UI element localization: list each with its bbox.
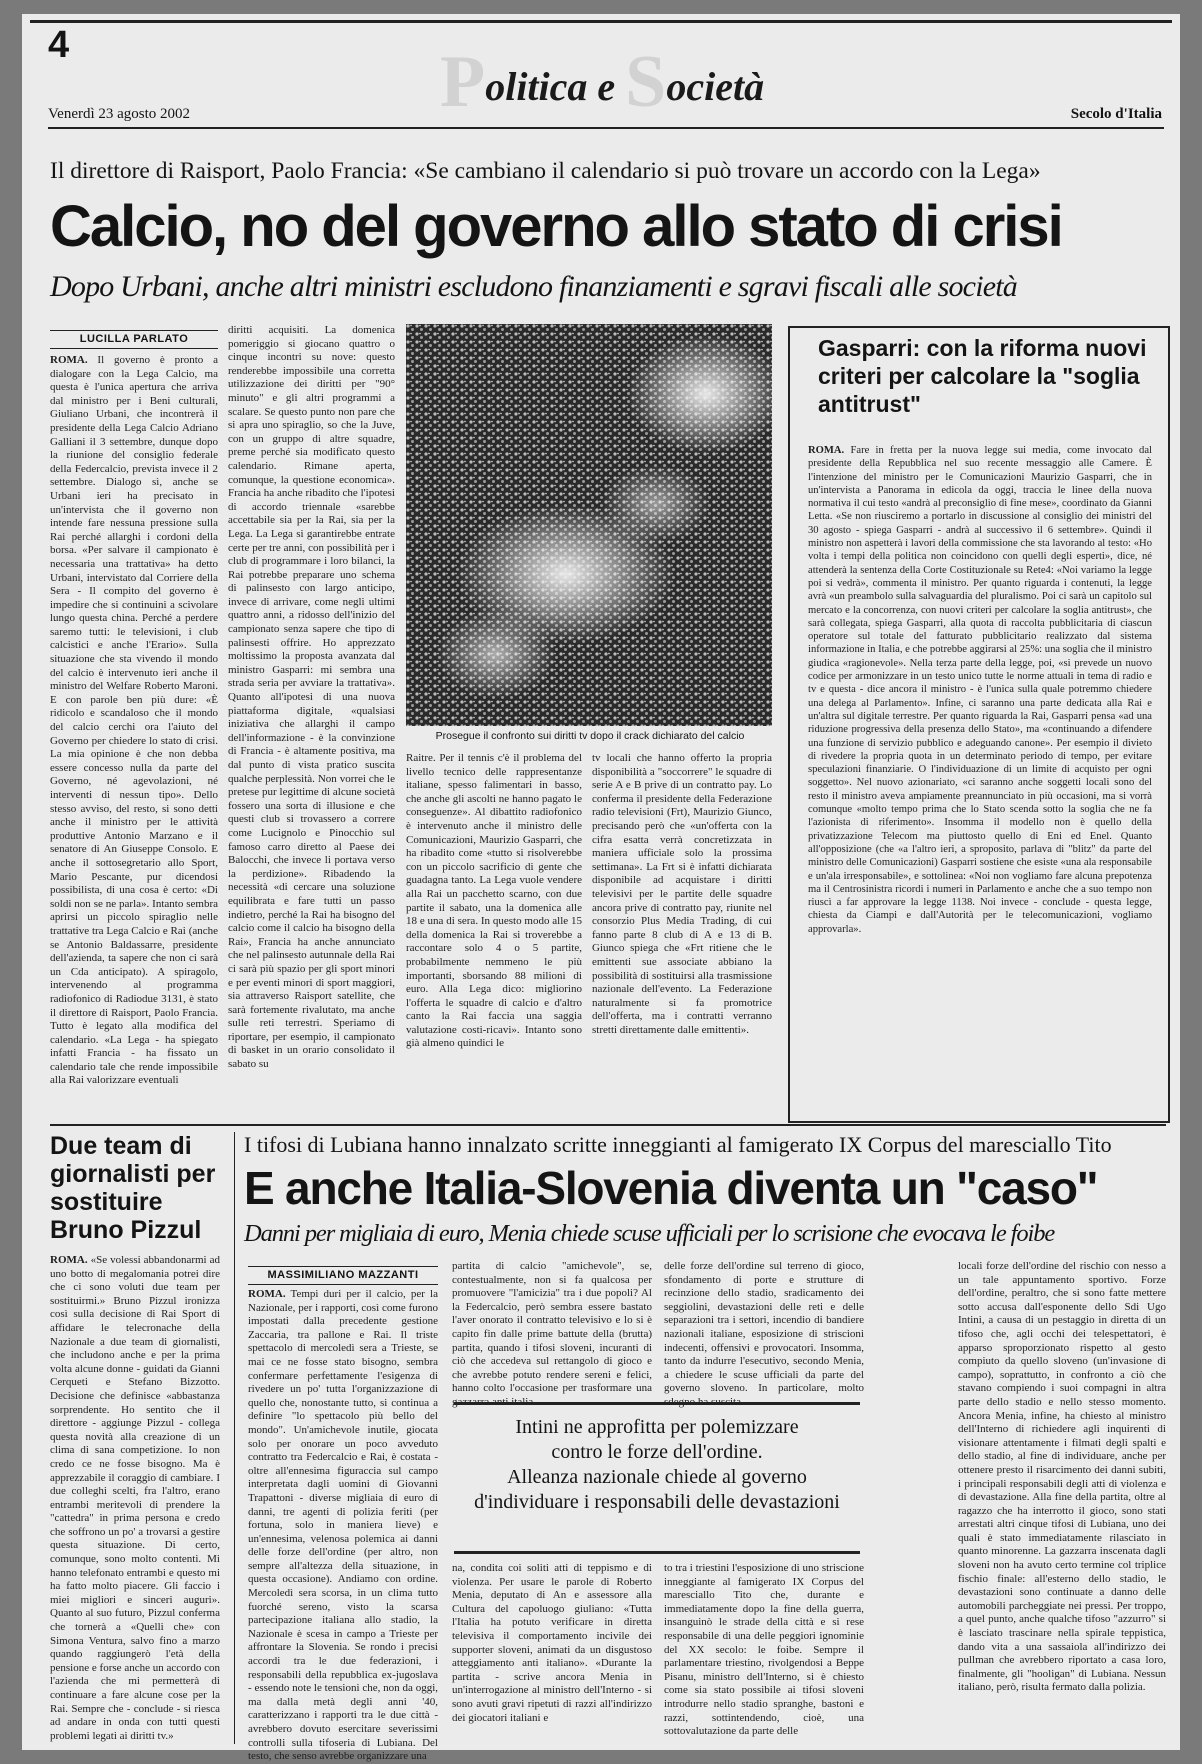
lead-column-2 [228,324,395,1119]
slovenia-byline-rule-top [248,1266,438,1267]
slovenia-column-3-top [664,1260,864,1408]
callout-line-2: contro le forze dell'ordine. [551,1441,763,1463]
gasparri-body [808,444,1152,1112]
slovenia-dateline: ROMA. [248,1288,286,1300]
lead-column-4 [592,752,772,1119]
stadium-photo [406,324,772,726]
paper-name: Secolo d'Italia [1070,106,1162,122]
gasparri-text: Fare in fretta per la nuova legge sui media, come invocato dal presidente della Repubblica nel suo recente messaggio alle Camere. È l'intenzione del ministro per le Comunicazioni Maurizio Gasparri, che in un'intervista a Panorama in edicola da oggi, traccia le linee della nuova normativa il cui testo «andrà al preconsiglio di fine mese», coordinato da Gianni Letta. «Se non riusciremo a portarlo in discussione al consiglio dei ministri del 30 agosto - spiega Gasparri - andrà al successivo il 6 settembre». Quindi il ministro non aspetterà i lavori della commissione che sta lavorando al testo: «Ho volta i tempi della politica non coincidono con quelli degli esperti», dice, né attenderà la sentenza della Corte Costituzionale su Rete4: «Noi variamo la legge poi si vedrà», commenta il ministro. Per quanto riguarda i contenuti, la legge avrà «un preambolo sulla salvaguardia del pluralismo. Poi ci sarà un capitolo sul mercato e la concorrenza, con nuovi criteri per calcolare la soglia antitrust», che sarà collegata, spiega Gasparri, alla quota di raccolta pubblicitaria di ciascun operatore sul totale del fatturato pubblicitario realizzato dal sistema informazione in Italia, e che potrebbe aggirarsi al 25%: una soglia che il ministro giudica «ragionevole». Nella terza parte della legge, poi, «si prevede un nuovo codice per armonizzare in un testo unico tutte le norme attuali in tema di radio e tv e questa - dice ancora il ministro - è l'unica sulla quale potremmo chiedere una delega al Parlamento». Infine, ci saranno una parte dedicata alla Rai e un'altra sul digitale terrestre. Per quanto riguarda la Rai, Gasparri pensa «ad una riduzione progressiva della presenza dello Stato», ma «continuando a difendere una funzione di servizio pubblico e adeguando canone». Per esempio il divieto di rivedere la propria quota in un determinato periodo di tempo, per evitare speculazioni finanziarie. O l'individuazione di un limite di acquisto per ogni soggetto». Nel nuovo azionariato, «ci saranno anche soggetti locali sono del resto il ministro aveva ampiamente preannunciato in più occasioni, ma si vorrà comunque «molto tempo prima che lo Stato scenda sotto la soglia che ne fa l'azionista di riferimento». Insomma il modello non è quello della privatizzazione Telecom ma piuttosto quello di Eni ed Enel. Quanto all'opposizione (che «a l'altro ieri, a sproposito, parlava di "blitz" da parte del ministro delle Comunicazioni) Gasparri sostiene che esiste «una ala responsabile e un'ala irresponsabile», e sottolinea: «Noi non vogliamo fare alcuna prepotenza ma il Centrosinistra ricordi i numeri in Parlamento e anche che a suo tempo non riuscì a far approvare la legge 1138. Noi invece - conclude - questa legge, chiesta da Ciampi e dall'Autorità per le telecomunicazioni, vogliamo approvarla». [808,445,1152,935]
pizzul-headline: Due team di giornalisti per sostituire Bruno Pizzul [50,1132,216,1244]
slovenia-column-4 [958,1260,1166,1744]
top-rule [30,20,1172,23]
newspaper-page [22,14,1180,1763]
section-initial-s: S [625,41,667,123]
pizzul-dateline: ROMA. [50,1254,88,1266]
slovenia-column-2-top [452,1260,652,1408]
callout-line-4: d'individuare i responsabili delle devastazioni [474,1491,840,1513]
pizzul-text: «Se volessi abbandonarmi ad uno botto di megalomania potrei dire che ci sono voluti due team per sostituirmi.» Bruno Pizzul ironizza così sulla decisione di Rai Sport di affidare le telecronache della Nazionale a due team di giornalisti, che includono anche e per la prima volta alcune donne - guidati da Gianni Cerqueti e Stefano Bizzotto. Decisione che definisce «abbastanza sorprendente. Ho sentito che il direttore - aggiunge Pizzul - collega questa novità alla creazione di un clima di sana competizione. Io non credo ce ne fosse bisogno. Ma è apprezzabile il coraggio di cambiare. I due colleghi scelti, fra l'altro, erano entrambi meritevoli di prendere la "cattedra" in prima persona e credo che soffrono un po' a trovarsi a gestire questa situazione. Di certo, comunque, sono molto contenti. Mi hanno telefonato entrambi e questo mi ha fatto molto piacere. Gli faccio i miei migliori e sinceri auguri». Quanto al suo futuro, Pizzul conferma che tornerà a «Quelli che» con Simona Ventura, salvo fino a marzo quando raggiungerò l'età della pensione e forse anche un accordo con l'azienda che mi permetterà di continuare a fare alcune cose per la Rai. Sempre che - conclude - si riesca ad andare in onda con tutti questi problemi legati ai diritti tv.» [50,1254,220,1742]
slovenia-byline: MASSIMILIANO MAZZANTI [267,1269,419,1281]
slovenia-column-1 [248,1288,438,1763]
pizzul-body [50,1254,220,1744]
callout-line-3: Alleanza nazionale chiede al governo [507,1466,807,1488]
lead-column-1 [50,354,218,1119]
lead-text-1: Il governo è pronto a dialogare con la Lega Calcio, ma questa è l'unica apertura che arriva dal ministro per i Beni culturali, Giuliano Urbani, che incontrerà il presidente della Lega Calcio Adriano Galliani il 3 settembre, dunque dopo la riunione del consiglio federale della Federcalcio, prevista invece il 2 settembre. Dialogo sì, anche se Urbani ieri ha precisato in un'intervista che il governo non intende fare nessuna pressione sulla Rai perché allarghi i cordoni della borsa. «Per salvare il campionato è necessaria una trattativa» ha detto Urbani, intervistato dal Corriere della Sera - Il compito del governo è impedire che si continuini a scivolare lungo questa china. Perché a perdere saremo tutti: le televisioni, i club calcistici e anche l'Erario». Sulla situazione che sta vivendo il mondo del calcio è intervenuto ieri anche il ministro del Welfare Roberto Maroni. E con parole ben più dure: «È ridicolo e scandaloso che il mondo del calcio cerchi ora l'aiuto del Governo per chiedere lo stato di crisi. La mia opinione è che non debba essere concesso nulla da parte del Governo, né agevolazioni, né interventi di nessun tipo». Dello stesso avviso, del resto, si sono detti anche il ministro per le attività produttive Antonio Marzano e il senatore di An Giuseppe Consolo. E anche il sottosegretario allo Sport, Mario Pescante, pur dicendosi possibilista, di una cosa è certo: «Di soldi non se ne parla». Intanto sembra aprirsi un piccolo spiraglio nelle trattative tra Lega Calcio e Rai (anche se Antonio Baldassarre, presidente dell'azienda, ta sapere che non ci sarà un Cda anticipato). A spiragolo, intervenendo al programma radiofonico di Radiodue 3131, è stato il direttore di Raisport, Paolo Francia. Tutto è legato alla modifica del calendario. «La Lega - ha spiegato infatti Francia - ha fissato un calendario tale che rende impossibile alla Rai valorizzare eventuali [50,354,219,1087]
page-number: 4 [48,24,70,66]
slovenia-column-2-bottom [452,1562,652,1744]
section-word-politica: olitica e [485,64,626,109]
section-word-societa: ocietà [666,64,765,109]
slovenia-text-4: locali forze dell'ordine del rischio con nesso a un tale appuntamento sportivo. Forze dell'ordine, peraltro, che si sono fatte mettere sotto accusa dall'esponente dello Sdi Ugo Intini, a causa di un pestaggio in diretta di un tifoso che, agli occhi dei telespettatori, è apparso sproporzionato rispetto al gesto compiuto da quello sloveno (un'invasione di campo), soprattutto, in confronto a ciò che stavano compiendo i suoi compagni in altra parte dello stadio e nello stesso momento. Ancora Menia, infine, ha chiesto al ministro dell'Interno di richiedere agli inquirenti di visionare attentamente i filmati degli spalti e dello stadio, al fine di individuare, anche per ottenere presto il risarcimento dei danni subiti, i principali responsabili degli atti di violenza e di devastazione. Alla fine della partita, oltre al ragazzo che ha interrotto il gioco, sono stati arrestati altri cinque tifosi di Lubiana, uno dei quali è stato immediatamente rilasciato in quanto minorenne. La gazzarra inscenata dagli sloveni non ha avuto certo termine col triplice fischio finale: all'esterno dello stadio, le devastazioni sono continuate a danno delle automobili parcheggiate nei pressi. Per troppo, a quel punto, anche qualche tifoso "azzurro" si è lasciato trascinare nella spirale teppistica, dando vita a una sassaiola all'indirizzo dei pullman che avrebbero riportato a casa loro, finalmente, gli "hooligan" di Lubiana. Nessun italiano, però, risulta fermato dalla polizia. [958,1260,1166,1694]
slovenia-subhead: Danni per migliaia di euro, Menia chiede scuse ufficiali per lo scrisione che evocava le foibe [244,1220,1055,1247]
lead-headline: Calcio, no del governo allo stato di crisi [50,194,1062,259]
lead-text-2: diritti acquisiti. La domenica pomeriggio si giocano quattro o cinque incontri su nove: questo renderebbe impossibile una corretta utilizzazione dei diritti per "90° minuto" e gli altri programmi a scalare. Se questo punto non pare che si apra uno spiraglio, so che la Juve, con un gruppo di altre squadre, preme perché sia modificato questo calendario. Rimane aperta, comunque, la questione economica». Francia ha anche ribadito che l'ipotesi di accordo triennale «sarebbe accettabile sia per la Rai, sia per la Lega. La Lega si garantirebbe entrate certe per tre anni, con possibilità per i club di programmare i loro bilanci, la Rai potrebbe preparare uno schema di palinsesto con largo anticipo, invece di arrivare, come negli ultimi quattro anni, a ridosso dell'inizio del campionato senza sapere che tipo di palinsesti offrire. Ho apprezzato moltissimo la proposta avanzata dal ministro Gasparri: mi sembra una strada seria per avviare la trattativa». Quanto all'ipotesi di una nuova piattaforma digitale, «qualsiasi iniziativa che allarghi il campo dell'informazione - è la convinzione di Francia - è altamente positiva, ma dal punto di vista pratico suscita qualche perplessità. Non vorrei che le pretese pur legittime di alcune società fossero una sorta di illusione e che questi club si trovassero a correre come Lucignolo e Pinocchio sul famoso carro diretto al Paese dei Balocchi, che invece li portava verso la perdizione». Ribadendo la necessità «di cercare una soluzione equilibrata e fare tutti un passo indietro, perché la Rai ha bisogno del calcio come il calcio ha bisogno della Rai», Francia ha anche annunciato che nel palinsesto autunnale della Rai ci sarà più spazio per gli sport minori e per eventi minori di sport maggiori, sia attraverso Raisport satellite, che sarà fortemente rivalutato, ma anche sulle reti terrestri. Speriamo di riportare, per esempio, il campionato di basket in un orario consolidato il sabato su [228,324,395,1071]
slovenia-column-3-bottom [664,1562,864,1744]
slovenia-text-2b: na, condita coi soliti atti di teppismo e di violenza. Per usare le parole di Roberto Menia, deputato di An e assessore alla Cultura del capoluogo giuliano: «Tutta l'Italia ha potuto verificare in diretta televisiva il comportamento incivile dei supporter sloveni, animati da un disgustoso atteggiamento anti italiano». «Durante la partita - scrive ancora Menia in un'interrogazione al ministro dell'Interno - si sono avuti gravi ripetuti di razzi all'indirizzo dei giocatori italiani e [452,1562,652,1724]
photo-caption: Prosegue il confronto sui diritti tv dopo il crack dichiarato del calcio [435,730,745,742]
slovenia-byline-rule-bottom [248,1284,438,1285]
lead-text-3: Raitre. Per il tennis c'è il problema del livello tecnico delle rappresentanze italiane, spesso falimentari in basso, che anche gli ascolti ne hanno pagato le conseguenze». Al dibattito radiofonico è intervenuto anche il ministro delle Comunicazioni, Maurizio Gasparri, che ha ribadito come «tutto si risolverebbe con un piccolo sacrificio di gente che guadagna tanto. La Lega vuole vendere alla Rai un pacchetto scarno, con due partite il sabato, una la domenica alle 18 e una di sera. In questo modo alle 15 della domenica la Rai si troverebbe a raccontare solo 4 o 5 partite, probabilmente nemmeno le più importanti, sborsando 88 milioni di euro. Alla Lega dico: migliorino l'offerta le squadre di calcio e d'altro canto la Rai faccia una saggia valutazione costi-ricavi». Intanto sono già almeno quindici le [406,752,582,1050]
gasparri-headline: Gasparri: con la riforma nuovi criteri per calcolare la "soglia antitrust" [818,335,1147,417]
section-separator [50,1124,1166,1126]
slovenia-text-3b: to tra i triestini l'esposizione di uno striscione inneggiante al famigerato IX Corpus del maresciallo Tito che, durante e immediatamente dopo la fine della guerra, insanguinò le strade della città e si rese responsabile di una delle peggiori ignominie del XX secolo: le foibe. Sempre il parlamentare triestino, rivolgendosi a Beppe Pisanu, ministro dell'Interno, si è chiesto come sia stato possibile ai tifosi sloveni introdurre nello stadio spranghe, bastoni e razzi, sottintendendo, cioè, una sottovalutazione da parte delle [664,1562,864,1738]
callout-box [454,1402,860,1554]
lead-kicker: Il direttore di Raisport, Paolo Francia: «Se cambiano il calendario si può trovare un accordo con la Lega» [50,158,1041,184]
lead-dateline: ROMA. [50,354,88,366]
byline-rule-top [50,330,218,331]
callout-line-1: Intini ne approfitta per polemizzare [515,1416,799,1438]
slovenia-kicker: I tifosi di Lubiana hanno innalzato scritte inneggianti al famigerato IX Corpus del maresciallo Tito [244,1132,1112,1157]
section-title [440,40,765,123]
lead-column-3 [406,752,582,1119]
slovenia-headline: E anche Italia-Slovenia diventa un "caso" [244,1162,1098,1214]
lead-byline: LUCILLA PARLATO [79,333,189,345]
lead-text-4: tv locali che hanno offerto la propria disponibilità a "soccorrere" le squadre di serie A e B prive di un contratto pay. Lo conferma il presidente della Federazione radio televisioni (Frt), Maurizio Giunco, precisando però che «un'offerta con la cifra esatta verrà concretizzata in maniera ufficiale solo la prossima settimana». La Frt si è infatti dichiarata disponibile ad acquistare i diritti televisivi per le partite delle squadre ancora prive di contratto pay, riunite nel consorzio Plus Media Trading, di cui fanno parte 8 club di A e 13 di B. Giunco spiega che «Frt ritiene che le emittenti sue associate abbiano la possibilità di sostituirsi alla trasmissione nazionale dell'evento. La Federazione naturalmente si fa promotrice dell'offerta, ma i contratti verranno stretti direttamente dalle emittenti». [592,752,772,1036]
issue-date: Venerdì 23 agosto 2002 [48,106,191,122]
section-initial-p: P [440,41,486,123]
masthead-rule [48,127,1164,129]
photo-graphic [406,324,772,726]
byline-rule-bottom [50,348,218,349]
slovenia-text-1: Tempi duri per il calcio, per la Nazionale, per i rapporti, così come furono impostati dalla precedente gestione Zaccaria, tra pallone e Rai. Il triste spettacolo di mercoledì sera a Trieste, se mai ce ne fosse stato bisogno, sembra confermare perfettamente l'esigenza di rivedere un po' tutta l'organizzazione di quello che, nonostante tutto, si continua a definire "lo spettacolo più bello del mondo". Un'amichevole inutile, giocata solo per onorare un poco avveduto contratto tra Federcalcio e Rai, è costata - oltre all'ennesima figuraccia sul campo interpretata dagli uomini di Giovanni Trapattoni - diverse migliaia di euro di danni, tre agenti di polizia feriti (per fortuna, solo in maniera lieve) e un'ennesima, velenosa polemica ai danni delle forze dell'ordine (per altro, non sempre all'altezza della situazione, in questa occasione). Andiamo con ordine. Mercoledì sera scorsa, in un clima tutto fuorché sereno, visto la scarsa partecipazione italiana allo stadio, la Nazionale è scesa in campo a Trieste per affrontare la Slovenia. Se rondo i precisi accordi tra le due federazioni, i responsabili della repubblica ex-jugoslava - essendo note le tensioni che, non da oggi, ma dalla metà degli anni '40, caratterizzano i rapporti tra le due città - avrebbero dovuto esercitare severissimi controlli sulla tifoseria di Lubiana. Del testo, che senso avrebbe organizzare una [248,1288,438,1763]
gasparri-dateline: ROMA. [808,445,845,456]
slovenia-text-3a: delle forze dell'ordine sul terreno di gioco, sfondamento di porte e strutture di recinzione dello stadio, sradicamento dei seggiolini, devastazioni delle reti e delle separazioni tra i settori, incendio di bandiere nazionali italiane, esposizione di striscioni indecenti, offensivi e provocatori. Insomma, tanto da indurre l'esecutivo, secondo Menia, a chiedere le scuse ufficiali da parte del governo sloveno. In particolare, molto sdegno ha suscita- [664,1260,864,1408]
lead-subhead: Dopo Urbani, anche altri ministri escludono finanziamenti e sgravi fiscali alle società [50,270,1017,303]
pizzul-divider [234,1132,235,1744]
slovenia-text-2a: partita di calcio "amichevole", se, contestualmente, non si fa qualcosa per promuovere "l'amicizia" tra i due popoli? Al la Federcalcio, però sembra essere bastato l'aver onorato il contratto televisivo e lo si è capito fin dalle prime battute della (brutta) partita, quando i tifosi sloveni, incuranti di ciò che accedeva sul rettangolo di gioco e che avrebbe potuto rendere sereni e felici, hanno colto l'occasione per trasformare una gazzarra anti italia [452,1260,652,1408]
